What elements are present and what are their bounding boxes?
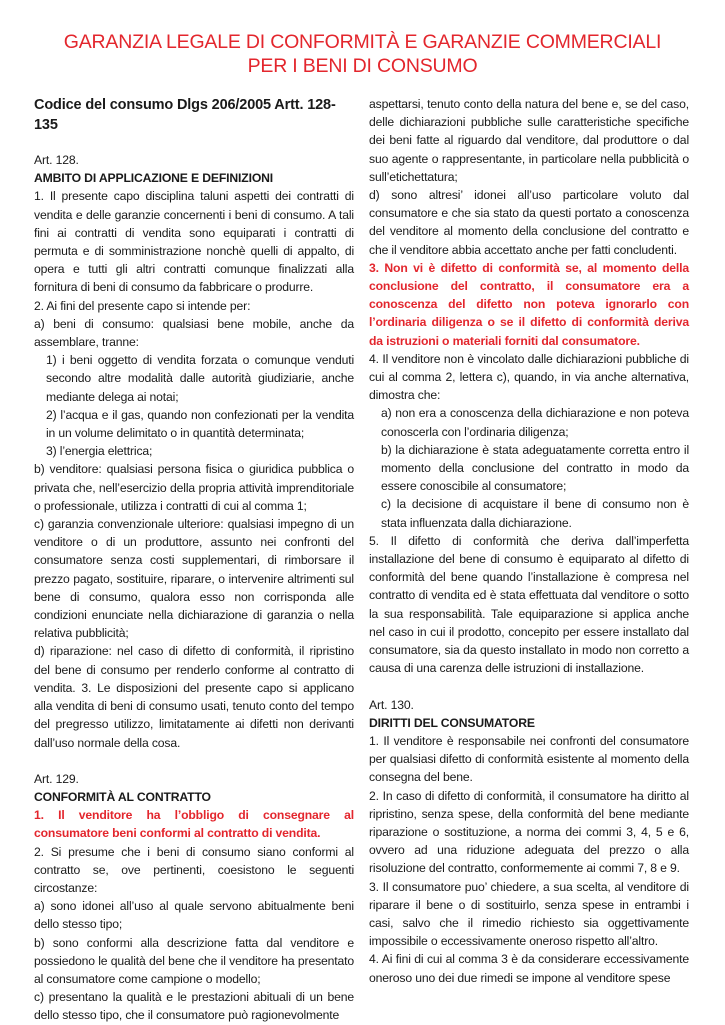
paragraph: c) presentano la qualità e le prestazioni abituali di un bene dello stesso tipo, che il consumatore può ragionevolmente — [34, 990, 354, 1023]
indented-item: 2) l’acqua e il gas, quando non confezionati per la vendita in un volume delimitato o in quantità determinata; — [46, 407, 354, 441]
indented-item: c) la decisione di acquistare il bene di consumo non è stata influenzata dalla dichiarazione. — [381, 497, 689, 530]
paragraph: a) beni di consumo: qualsiasi bene mobile, anche da assemblare, tranne: — [34, 316, 354, 350]
article-number: Art. 130. — [369, 697, 414, 712]
document-title — [0, 30, 725, 78]
paragraph: 2. Ai fini del presente capo si intende per: — [34, 298, 251, 313]
paragraph: 2. In caso di difetto di conformità, il consumatore ha diritto al ripristino, senza spese, della conformità del bene mediante riparazione o sostituzione, a norma dei commi 3, 4, 5 e 6, ovvero ad una riduzione adeguata del prezzo o alla risoluzione del contratto, conformemente ai commi 7, 8 e 9. — [369, 788, 689, 876]
indented-item: 3) l’energia elettrica; — [46, 444, 153, 459]
indented-item: a) non era a conoscenza della dichiarazione e non poteva conoscerla con l’ordinaria diligenza; — [381, 406, 689, 439]
highlighted-paragraph: 3. Non vi è difetto di conformità se, al momento della conclusione del contratto, il consumatore era a conoscenza del difetto non poteva ignorarlo con l’ordinaria diligenza o se il difetto di conformità deriva da istruzioni o materiali forniti dal consumatore. — [369, 260, 689, 348]
paragraph: aspettarsi, tenuto conto della natura del bene e, se del caso, delle dichiarazioni pubbliche sulle caratteristiche specifiche dei beni fatte al riguardo dal venditore, dal produttore o dal suo agente o rappresentante, in particolare nella pubblicità o sull’etichettatura; — [369, 97, 689, 184]
paragraph: 4. Ai fini di cui al comma 3 è da considerare eccessivamente oneroso uno dei due rimedi se impone al venditore spese — [369, 952, 689, 985]
paragraph: d) riparazione: nel caso di difetto di conformità, il ripristino del bene di consumo per renderlo conforme al contratto di vendita. 3. Le disposizioni del presente capo si applicano alla vendita di beni di consumo usati, tenuto conto del tempo del pregresso utilizzo, limitatamente ai difetti non derivanti dall’uso normale della cosa. — [34, 644, 354, 750]
indented-item: b) la dichiarazione è stata adeguatamente corretta entro il momento della conclusione del contratto in modo da essere conoscibile al consumatore; — [381, 442, 689, 494]
highlighted-paragraph: 1. Il venditore ha l’obbligo di consegnare al consumatore beni conformi al contratto di vendita. — [34, 808, 354, 841]
right-column — [369, 95, 689, 987]
title-line-2: PER I BENI DI CONSUMO — [247, 55, 478, 77]
paragraph: d) sono altresi’ idonei all’uso particolare voluto dal consumatore e che sia stato da questi portato a conoscenza del venditore al momento della conclusione del contratto e che il venditore abbia accettato anche per fatti concludenti. — [369, 188, 689, 257]
article-title: DIRITTI DEL CONSUMATORE — [369, 715, 535, 730]
paragraph: b) venditore: qualsiasi persona fisica o giuridica pubblica o privata che, nell’esercizio della propria attività imprenditoriale o professionale, utilizza i contratti di cui al comma 1; — [34, 462, 354, 513]
paragraph: 5. Il difetto di conformità che deriva dall’imperfetta installazione del bene di consumo è equiparato al difetto di conformità del bene quando l’installazione è compresa nel contratto di vendita ed è stata effettuata dal venditore o sotto la sua responsabilità. Tale equiparazione si applica anche nel caso in cui il prodotto, concepito per essere installato dal consumatore, sia da questo installato in modo non corretto a causa di una carenza delle istruzioni di installazione. — [369, 533, 689, 676]
column-heading: Codice del consumo Dlgs 206/2005 Artt. 128-135 — [34, 97, 336, 133]
paragraph: 3. Il consumatore puo’ chiedere, a sua scelta, al venditore di riparare il bene o di sostituirlo, senza spese in entrambi i casi, salvo che il rimedio richiesto sia oggettivamente impossibile o eccessivamente oneroso rispetto all’altro. — [369, 879, 689, 949]
paragraph: 1. Il presente capo disciplina taluni aspetti dei contratti di vendita e delle garanzie concernenti i beni di consumo. A tali fini ai contratti di vendita sono equiparati i contratti di permuta e di somministrazione nonchè quelli di appalto, di opera e tutti gli altri contratti comunque finalizzati alla fornitura di beni di consumo da fabbricare o produrre. — [34, 189, 354, 295]
paragraph: a) sono idonei all’uso al quale servono abitualmente beni dello stesso tipo; — [34, 899, 354, 932]
article-number: Art. 128. — [34, 153, 79, 167]
article-number: Art. 129. — [34, 771, 79, 786]
paragraph: 1. Il venditore è responsabile nei confronti del consumatore per qualsiasi difetto di conformità esistente al momento della consegna del bene. — [369, 733, 689, 785]
paragraph: 2. Si presume che i beni di consumo siano conformi al contratto se, ove pertinenti, coesistono le seguenti circostanze: — [34, 844, 354, 895]
paragraph: b) sono conformi alla descrizione fatta dal venditore e possiedono le qualità del bene che il venditore ha presentato al consumatore come campione o modello; — [34, 935, 354, 986]
paragraph: 4. Il venditore non è vincolato dalle dichiarazioni pubbliche di cui al comma 2, lettera c), quando, in via anche alternativa, dimostra che: — [369, 351, 689, 403]
indented-item: 1) i beni oggetto di vendita forzata o comunque venduti secondo altre modalità dalle autorità giudiziarie, anche mediante delega ai notai; — [46, 353, 354, 404]
paragraph: c) garanzia convenzionale ulteriore: qualsiasi impegno di un venditore o di un produttore, assunto nei confronti del consumatore senza costi supplementari, di rimborsare il prezzo pagato, sostituire, riparare, o intervenire altrimenti sul bene di consumo, qualora esso non corrisponda alle condizioni enunciate nella dichiarazione di garanzia o nella relativa pubblicità; — [34, 517, 354, 641]
title-line-1: GARANZIA LEGALE DI CONFORMITÀ E GARANZIE COMMERCIALI — [63, 31, 662, 53]
article-title: CONFORMITÀ AL CONTRATTO — [34, 789, 211, 804]
article-title: AMBITO DI APPLICAZIONE E DEFINIZIONI — [34, 171, 274, 186]
left-column — [34, 95, 354, 1025]
